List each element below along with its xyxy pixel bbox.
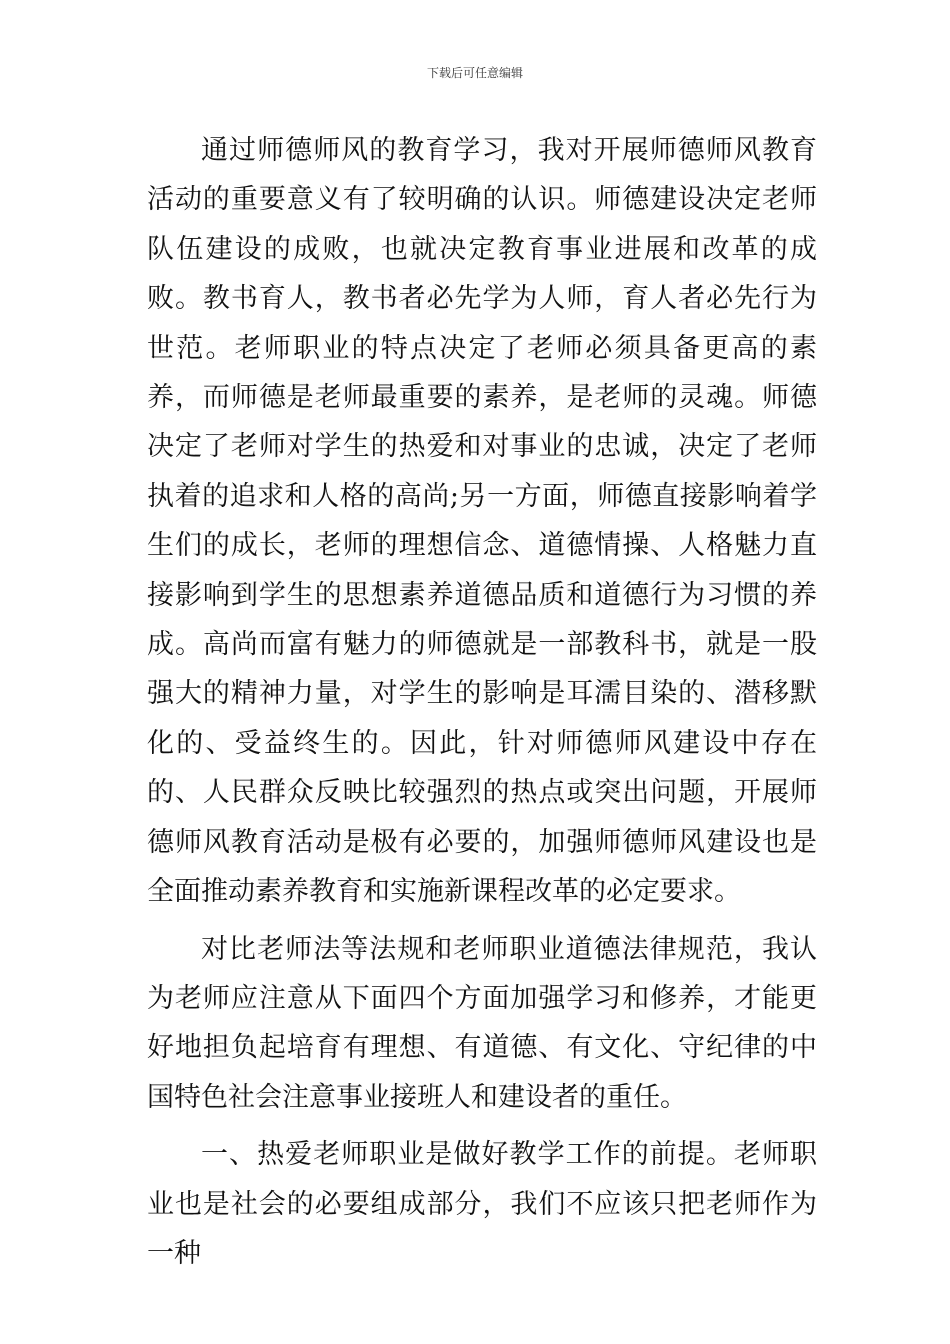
paragraph-2: 对比老师法等法规和老师职业道德法律规范，我认为老师应注意从下面四个方面加强学习和修养，才能更好地担负起培育有理想、有道德、有文化、守纪律的中国特色社会注意事业接班人和建设者的重任。	[147, 933, 817, 1113]
document-body	[147, 126, 817, 1278]
page-header: 下载后可任意编辑	[426, 66, 523, 80]
paragraph-1: 通过师德师风的教育学习，我对开展师德师风教育活动的重要意义有了较明确的认识。师德建设决定老师队伍建设的成败，也就决定教育事业进展和改革的成败。教书育人，教书者必先学为人师，育人者必先行为世范。老师职业的特点决定了老师必须具备更高的素养，而师德是老师最重要的素养，是老师的灵魂。师德决定了老师对学生的热爱和对事业的忠诚，决定了老师执着的追求和人格的高尚;另一方面，师德直接影响着学生们的成长，老师的理想信念、道德情操、人格魅力直接影响到学生的思想素养道德品质和道德行为习惯的养成。高尚而富有魅力的师德就是一部教科书，就是一股强大的精神力量，对学生的影响是耳濡目染的、潜移默化的、受益终生的。因此，针对师德师风建设中存在的、人民群众反映比较强烈的热点或突出问题，开展师德师风教育活动是极有必要的，加强师德师风建设也是全面推动素养教育和实施新课程改革的必定要求。	[147, 135, 817, 908]
paragraph-3: 一、热爱老师职业是做好教学工作的前提。老师职业也是社会的必要组成部分，我们不应该只把老师作为一种	[147, 1139, 817, 1269]
